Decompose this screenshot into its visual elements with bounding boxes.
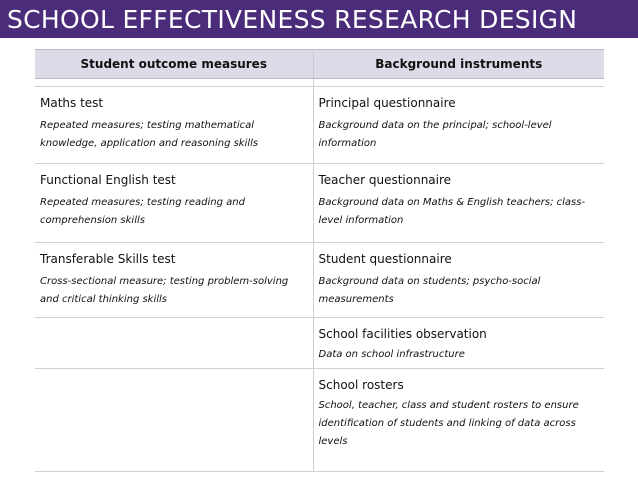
instrument-description: Background data on the principal; school-level information xyxy=(318,120,552,149)
instrument-name: Principal questionnaire xyxy=(318,96,456,110)
table-row xyxy=(35,318,604,369)
outcome-name: Maths test xyxy=(40,96,104,110)
table-row xyxy=(35,369,604,472)
instrument-cell xyxy=(313,243,604,318)
instrument-name: School facilities observation xyxy=(318,327,487,341)
research-design-table xyxy=(35,49,604,472)
instrument-description: Background data on Maths & English teachers; class-level information xyxy=(318,197,586,226)
instrument-cell xyxy=(313,369,604,472)
instrument-description: Data on school infrastructure xyxy=(318,349,465,360)
slide-title: SCHOOL EFFECTIVENESS RESEARCH DESIGN xyxy=(7,5,578,34)
instrument-name: School rosters xyxy=(318,378,404,392)
header-background-instruments: Background instruments xyxy=(313,50,604,79)
instrument-cell xyxy=(313,164,604,243)
outcome-cell xyxy=(35,164,313,243)
outcome-name: Transferable Skills test xyxy=(40,252,176,266)
header-student-outcome-measures: Student outcome measures xyxy=(35,50,313,79)
instrument-name: Student questionnaire xyxy=(318,252,452,266)
table-row xyxy=(35,164,604,243)
outcome-description: Cross-sectional measure; testing problem-solving and critical thinking skills xyxy=(40,276,289,305)
outcome-description: Repeated measures; testing mathematical knowledge, application and reasoning skills xyxy=(40,120,259,149)
instrument-name: Teacher questionnaire xyxy=(318,173,452,187)
instrument-description: School, teacher, class and student rosters to ensure identification of students and linking of data across levels xyxy=(318,400,579,447)
title-bar xyxy=(0,0,638,38)
outcome-name: Functional English test xyxy=(40,173,176,187)
instrument-description: Background data on students; psycho-social measurements xyxy=(318,276,541,305)
outcome-cell xyxy=(35,243,313,318)
spacer-row xyxy=(35,79,604,87)
table-row xyxy=(35,87,604,164)
outcome-cell xyxy=(35,87,313,164)
outcome-description: Repeated measures; testing reading and comprehension skills xyxy=(40,197,245,226)
outcome-cell-empty xyxy=(35,318,313,369)
instrument-cell xyxy=(313,318,604,369)
outcome-cell-empty xyxy=(35,369,313,472)
table-header-row xyxy=(35,50,604,79)
table-row xyxy=(35,243,604,318)
instrument-cell xyxy=(313,87,604,164)
